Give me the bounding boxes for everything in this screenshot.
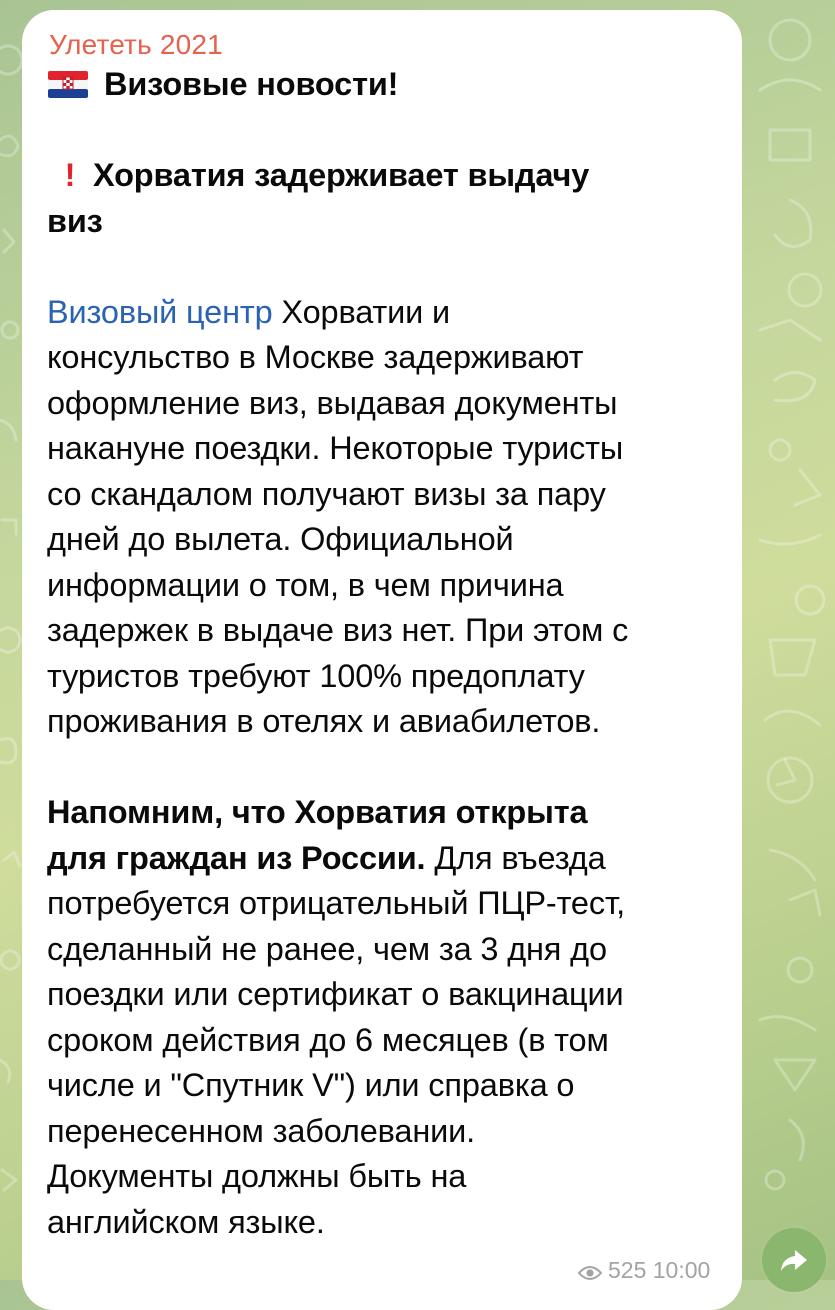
message-heading-line [47, 62, 718, 108]
eye-icon [578, 1265, 602, 1281]
paragraph2-second-line [47, 836, 718, 882]
paragraph2-line: числе и "Спутник V") или справка о [47, 1067, 575, 1103]
paragraph2-second-line-rest: Для въезда [425, 839, 606, 876]
message-title-part1: Хорватия задерживает выдачу [93, 157, 590, 193]
message-text [47, 62, 718, 1245]
red-exclamation-icon: ! [64, 157, 76, 193]
croatia-flag-icon [48, 71, 88, 98]
message-title-line [47, 153, 718, 199]
paragraph1-line: дней до вылета. Официальной [47, 521, 514, 557]
message-title-part2: виз [47, 202, 103, 239]
message-meta [578, 1257, 710, 1283]
paragraph1-line: со скандалом получают визы за пару [47, 475, 606, 512]
paragraph1-line: туристов требуют 100% предоплату [47, 657, 585, 694]
paragraph1-first-line-rest: Хорватии и [272, 293, 451, 330]
message-bubble [22, 10, 742, 1310]
message-time: 10:00 [652, 1257, 711, 1283]
paragraph2-line: Документы должны быть на [47, 1158, 467, 1194]
channel-name[interactable]: Улететь 2021 [49, 29, 223, 60]
paragraph2-line: поездки или сертификат о вакцинации [47, 976, 624, 1012]
share-button[interactable] [762, 1228, 826, 1292]
paragraph2-line: сделанный не ранее, чем за 3 дня до [47, 930, 607, 967]
paragraph1-line: консульство в Москве задерживают [47, 339, 584, 375]
paragraph1-line: проживания в отелях и авиабилетов. [47, 703, 601, 739]
paragraph1-line: оформление виз, выдавая документы [47, 384, 618, 421]
paragraph1-line: информации о том, в чем причина [47, 566, 564, 603]
paragraph2-line: английском языке. [47, 1203, 325, 1240]
share-arrow-icon [778, 1244, 810, 1276]
paragraph1-first-line [47, 290, 718, 336]
visa-center-link[interactable]: Визовый центр [47, 293, 273, 330]
views-count: 525 [608, 1257, 647, 1283]
paragraph2-line: сроком действия до 6 месяцев (в том [47, 1021, 609, 1058]
paragraph1-line: задержек в выдаче виз нет. При этом с [47, 612, 629, 648]
paragraph1-line: накануне поездки. Некоторые туристы [47, 430, 624, 466]
paragraph2-line: перенесенном заболевании. [47, 1112, 476, 1149]
paragraph2-bold-line: Напомним, что Хорватия открыта [47, 794, 588, 830]
message-heading: Визовые новости! [104, 66, 399, 102]
paragraph2-bold-part: для граждан из России. [47, 839, 426, 876]
paragraph2-line: потребуется отрицательный ПЦР-тест, [47, 885, 625, 921]
